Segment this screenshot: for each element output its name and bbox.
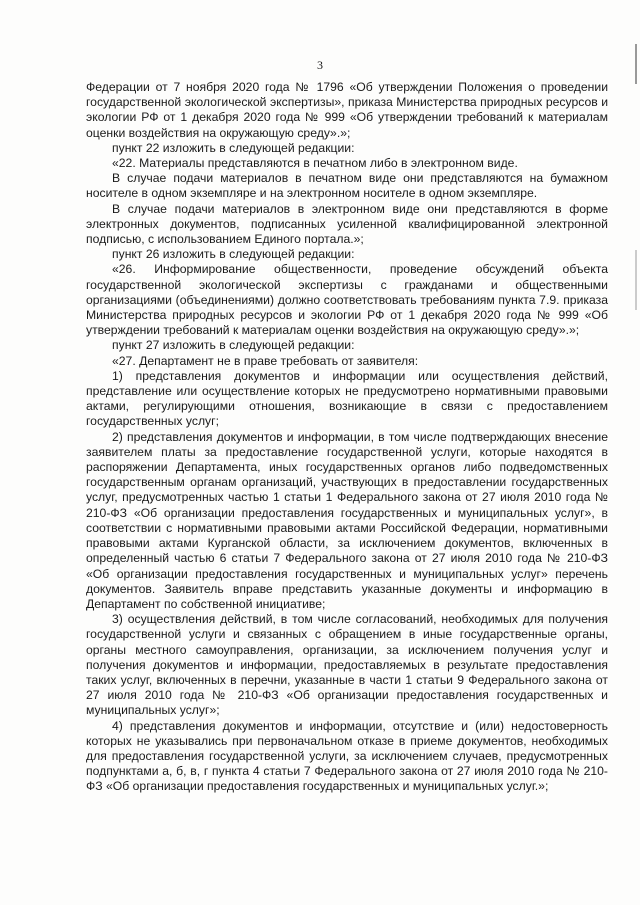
- paragraph: В случае подачи материалов в печатном виде они представляются на бумажном носителе в одном экземпляре и на электронном носителе в одном экземпляре.: [86, 171, 608, 201]
- paragraph: 1) представления документов и информации или осуществления действий, представление или осуществление которых не предусмотрено нормативными правовыми актами, регулирующими отношения, возникающие в связи с предоставлением государственных услуг;: [86, 368, 608, 429]
- paragraph: пункт 27 изложить в следующей редакции:: [112, 338, 355, 353]
- paragraph: «22. Материалы представляются в печатном либо в электронном виде.: [112, 156, 518, 171]
- paragraph: В случае подачи материалов в электронном виде они представляются в форме электронных документов, подписанных усиленной квалифицированной электронной подписью, с использованием Единого портала.»;: [86, 201, 608, 247]
- paragraph: 3) осуществления действий, в том числе согласований, необходимых для получения государственной услуги и связанных с обращением в иные государственные органы, органы местного самоуправления, организации, за исключением получения услуг и получения документов и информации, предоставляемых в результате предоставления таких услуг, включенных в перечни, указанные в части 1 статьи 9 Федерального закона от 27 июля 2010 года № 210-ФЗ «Об организации предоставления государственных и муниципальных услуг»;: [86, 612, 608, 718]
- paragraph: Федерации от 7 ноября 2020 года № 1796 «Об утверждении Положения о проведении государственной экологической экспертизы», приказа Министерства природных ресурсов и экологии РФ от 1 декабря 2020 года № 999 «Об утверждении требований к материалам оценки воздействия на окружающую среду».»;: [86, 80, 608, 140]
- paragraph: 4) представления документов и информации, отсутствие и (или) недостоверность которых не указывались при первоначальном отказе в приеме документов, необходимых для предоставления государственной услуги, за исключением случаев, предусмотренных подпунктами а, б, в, г пункта 4 статьи 7 Федерального закона от 27 июля 2010 года № 210-ФЗ «Об организации предоставления государственных и муниципальных услуг.»;: [86, 718, 608, 794]
- scan-edge-mark: [635, 250, 637, 310]
- page-number: 3: [317, 58, 323, 72]
- paragraph: «27. Департамент не в праве требовать от заявителя:: [112, 353, 419, 368]
- paragraph: пункт 26 изложить в следующей редакции:: [112, 247, 355, 262]
- paragraph: пункт 22 изложить в следующей редакции:: [112, 140, 355, 155]
- scan-edge-mark: [635, 44, 637, 84]
- paragraph: «26. Информирование общественности, проведение обсуждений объекта государственной экологической экспертизы с гражданами и общественными организациями (объединениями) должно соответствовать требованиям пункта 7.9. приказа Министерства природных ресурсов и экологии РФ от 1 декабря 2020 года № 999 «Об утверждении требований к материалам оценки воздействия на окружающую среду».»;: [86, 262, 608, 338]
- paragraph: 2) представления документов и информации, в том числе подтверждающих внесение заявителем платы за предоставление государственной услуги, которые находятся в распоряжении Департамента, иных государственных органов либо подведомственных государственным органам организаций, участвующих в предоставлении государственных услуг, предусмотренных частью 1 статьи 1 Федерального закона от 27 июля 2010 года № 210-ФЗ «Об организации предоставления государственных и муниципальных услуг», в соответствии с нормативными правовыми актами Российской Федерации, нормативными правовыми актами Курганской области, за исключением документов, включенных в определенный частью 6 статьи 7 Федерального закона от 27 июля 2010 года № 210-ФЗ «Об организации предоставления государственных и муниципальных услуг» перечень документов. Заявитель вправе представить указанные документы и информацию в Департамент по собственной инициативе;: [86, 429, 608, 611]
- document-body: [86, 80, 608, 795]
